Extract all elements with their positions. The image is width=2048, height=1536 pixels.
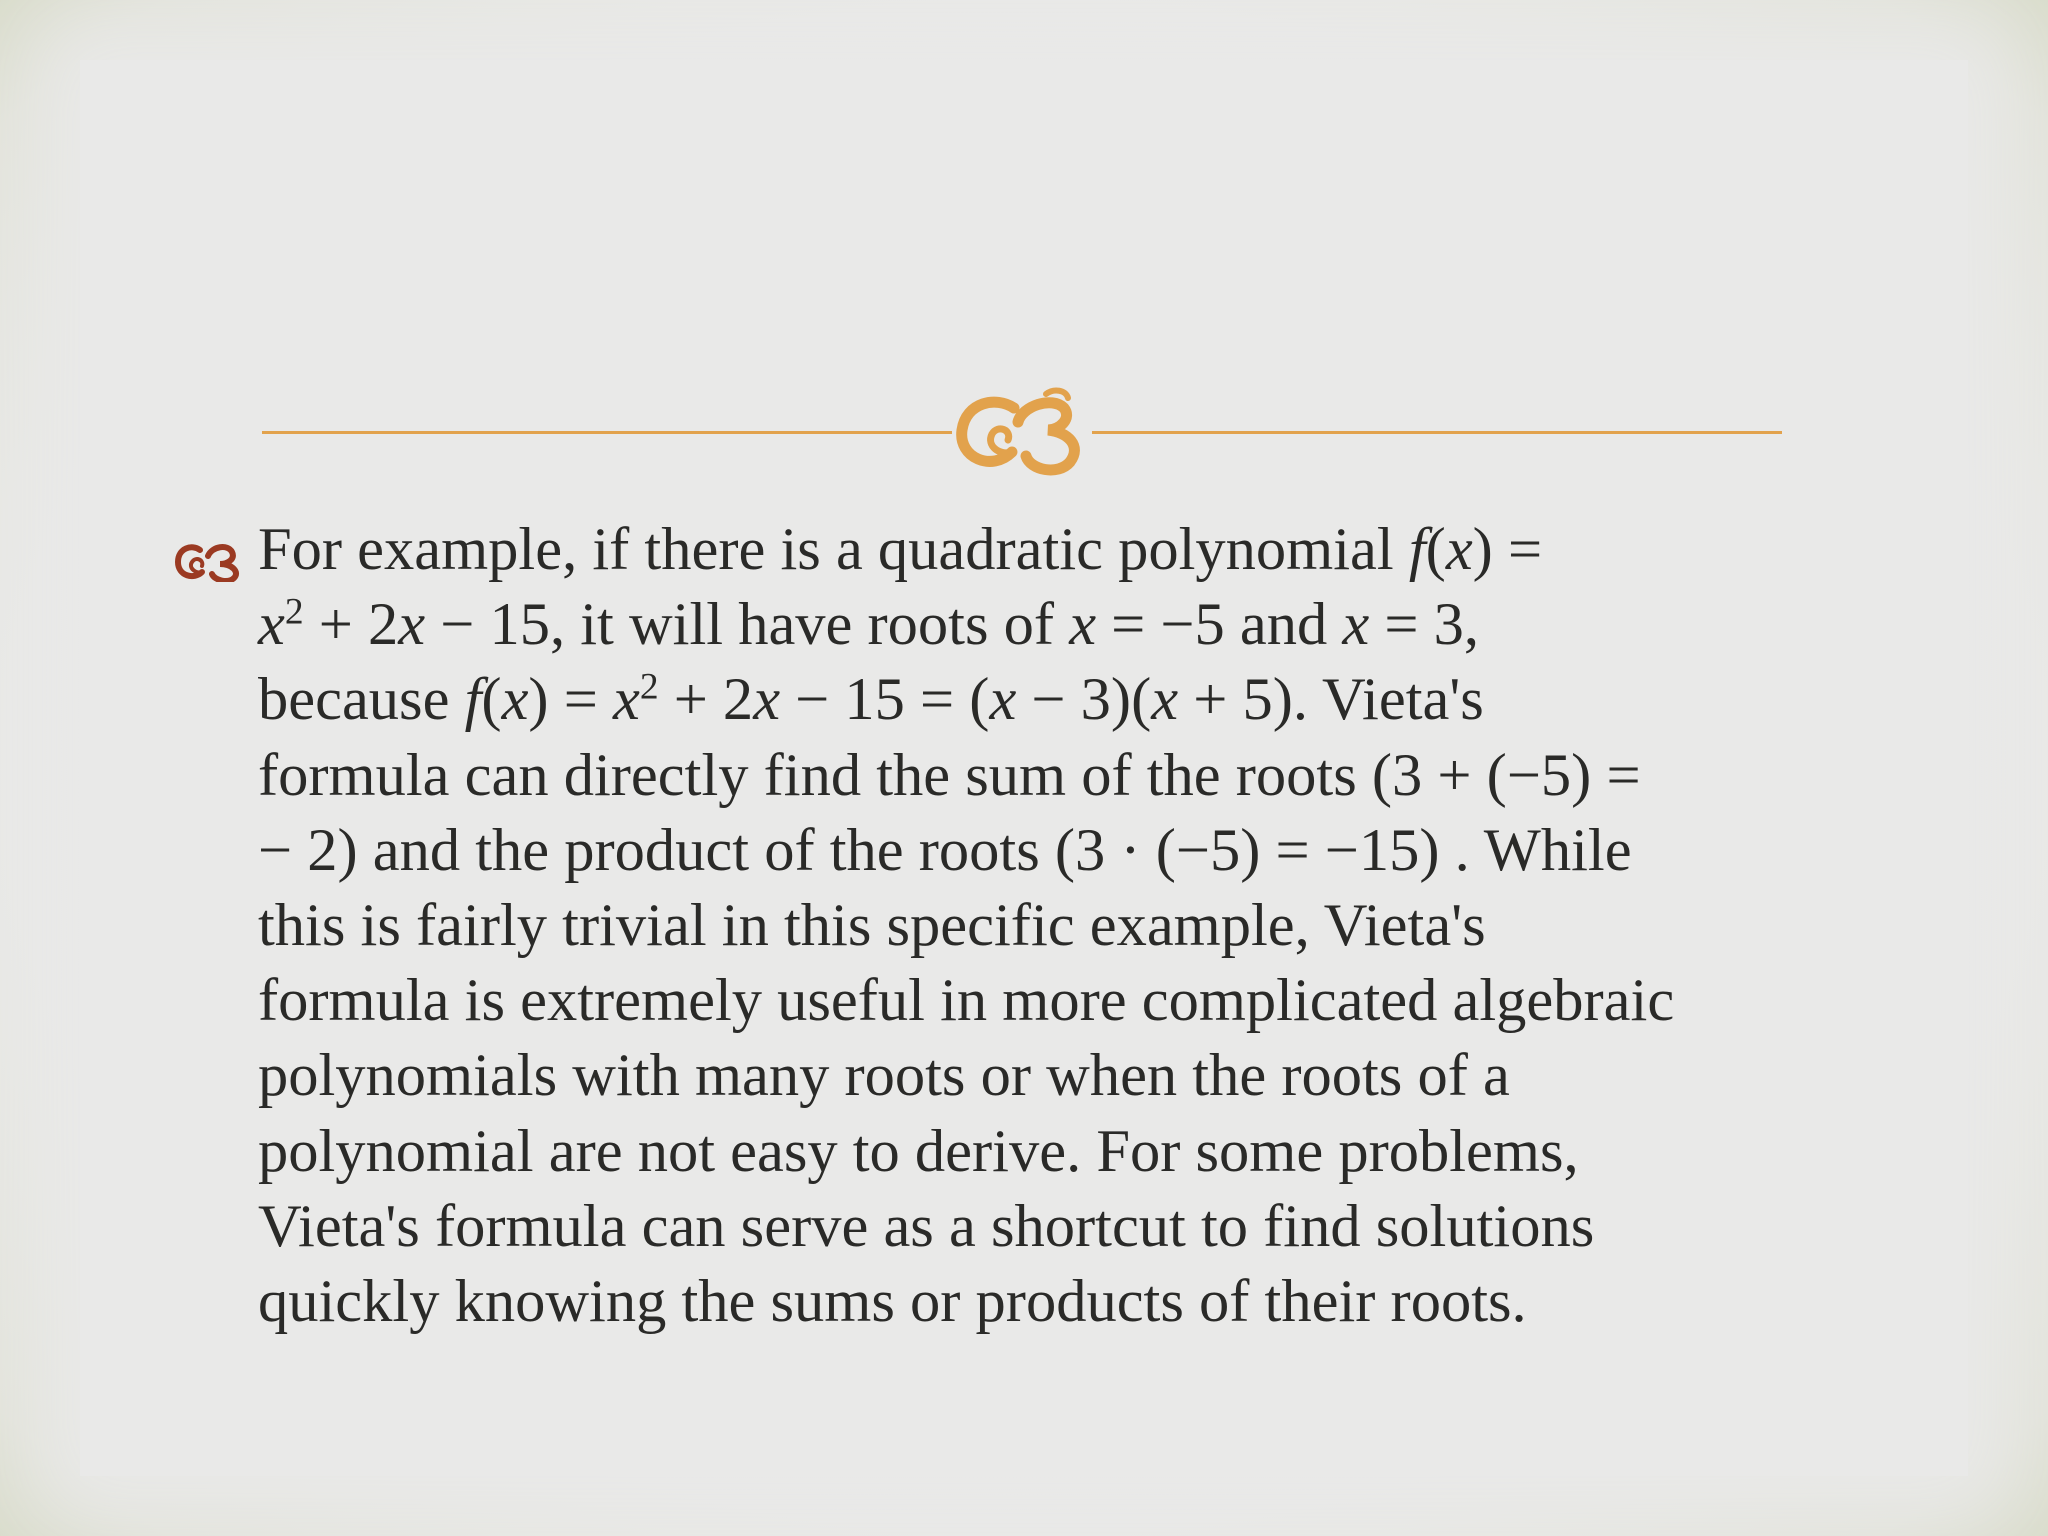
scroll-bullet-icon <box>174 542 242 582</box>
text-segment: = 3, <box>1369 591 1479 659</box>
text-line <box>258 1114 1878 1189</box>
math-variable: f <box>1408 516 1426 583</box>
text-line <box>258 512 1878 587</box>
text-segment: formula can directly find the sum of the roots (3 + (−5) = <box>258 741 1641 809</box>
math-variable: x <box>989 666 1017 734</box>
text-segment: polynomial are not easy to derive. For some problems, <box>258 1117 1579 1185</box>
text-segment: For example, if there is a quadratic polynomial <box>258 516 1409 583</box>
math-variable: f <box>464 666 482 734</box>
bullet-item <box>174 512 1894 1352</box>
math-variable: x <box>753 666 781 734</box>
text-segment: ( <box>481 666 502 734</box>
math-variable: x <box>1342 591 1370 659</box>
divider-line-left <box>262 431 952 434</box>
text-segment: because <box>258 666 465 734</box>
text-line <box>258 587 1878 662</box>
math-variable: x <box>398 591 426 659</box>
title-divider <box>262 386 1782 476</box>
math-variable: x <box>612 666 640 734</box>
text-segment: = −5 and <box>1096 591 1343 659</box>
divider-line-right <box>1092 431 1782 434</box>
text-segment: Vieta's formula can serve as a shortcut to find solutions <box>258 1192 1595 1260</box>
text-segment: ) = <box>1472 516 1543 583</box>
text-segment: this is fairly trivial in this specific example, Vieta's <box>258 891 1486 959</box>
math-variable: x <box>1069 591 1097 659</box>
text-line <box>258 1264 1878 1339</box>
math-variable: x <box>258 591 285 659</box>
text-segment: ) = <box>528 666 613 734</box>
text-segment: − 3)( <box>1016 666 1152 734</box>
superscript: 2 <box>639 666 659 708</box>
text-segment: − 15, it will have roots of <box>425 591 1070 659</box>
text-line <box>258 738 1878 813</box>
text-line <box>258 1189 1878 1264</box>
text-segment: quickly knowing the sums or products of their roots. <box>258 1267 1527 1335</box>
text-line <box>258 963 1878 1038</box>
math-variable: x <box>501 666 529 734</box>
text-line <box>258 1038 1878 1113</box>
math-variable: x <box>1151 666 1179 734</box>
superscript: 2 <box>284 591 304 633</box>
text-line <box>258 662 1878 737</box>
text-segment: − 15 = ( <box>780 666 990 734</box>
text-segment: + 2 <box>658 666 754 734</box>
text-segment: polynomials with many roots or when the roots of a <box>258 1042 1510 1110</box>
text-segment: − 2) and the product of the roots (3 · (−5) = −15) . While <box>258 816 1632 884</box>
text-segment: + 5). Vieta's <box>1178 666 1484 734</box>
math-variable: x <box>1445 516 1473 583</box>
text-segment: formula is extremely useful in more complicated algebraic <box>258 967 1675 1035</box>
scroll-ornament-icon <box>952 386 1092 476</box>
text-line <box>258 813 1878 888</box>
text-segment: + 2 <box>303 591 399 659</box>
text-segment: ( <box>1425 516 1446 583</box>
bullet-paragraph <box>258 512 1878 1339</box>
text-line <box>258 888 1878 963</box>
